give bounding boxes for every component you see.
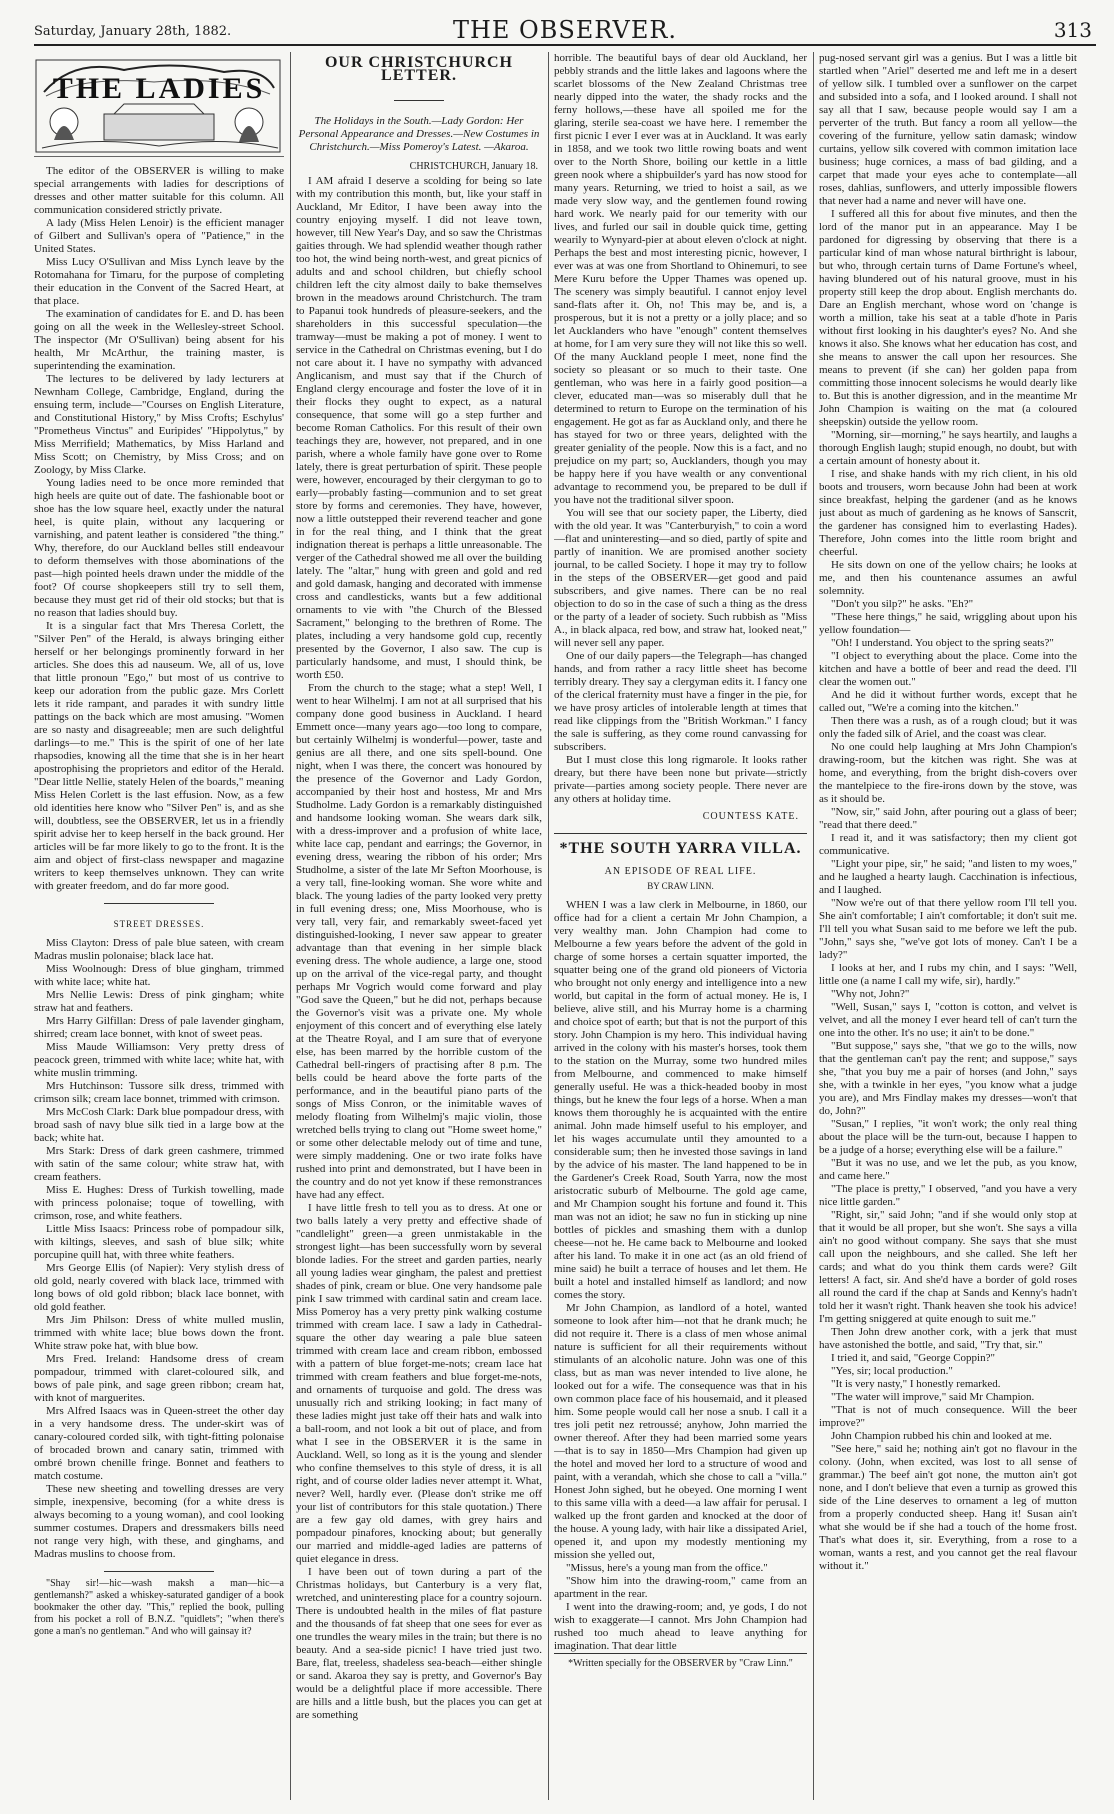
letter-paragraph: But I must close this long rigmarole. It looks rather dreary, but there have been none but private—strictly private—parties among society people. There never are any others at holiday time. [554,754,807,805]
street-dress-entry: These new sheeting and towelling dresses are very simple, inexpensive, becoming (for a white dress is always becoming to a young woman), and cool looking summer costumes. Drapers and dressmakers bills need not range very high, with these, and ginghams, and Madras muslins to choose from. [34,1483,284,1560]
story-paragraph: "Well, Susan," says I, "cotton is cotton, and velvet is velvet, and all the money I ever heard tell of can't turn the one into the other. It's no use; it ain't to be done." [819,1001,1077,1039]
story-paragraph: Mr John Champion, as landlord of a hotel, wanted someone to look after him—not that he drank much; he did not require it. There is a class of men whose animal nature is sufficient for all their requirements without stimulants of an alcoholic nature. John was one of this class, but as man was never intended to live alone, he looked out for a wife. The consequence was that in his own common place face of his housemaid, and it pleased him. Some people would call her nose a snub. I call it a tres joli petit nez retroussé; anyhow, John married the owner thereof. After they had been married some years—that is to say in 1850—Mrs Champion had given up the hotel and moved her lord to a structure of wood and paint, with a verandah, which she chose to call a "villa." Honest John sighed, but he obeyed. One morning I went to this same villa with a deed—a law affair for perusal. I walked up the front garden and knocked at the door of the house. A young lady, with hair like a dissipated Ariel, opened it, and upon my modestly mentioning my mission she yelled out, [554,1302,807,1561]
story-paragraph: "Light your pipe, sir," he said; "and listen to my woes," and he laughed a hearty laugh. Cacchination is infectious, and I laughed. [819,858,1077,896]
column-christchurch-letter [296,52,542,1800]
column-four [819,52,1077,1800]
column-rule [548,52,549,1800]
letter-paragraph: From the church to the stage; what a step! Well, I went to hear Wilhelmj. I am not at all surprised that his company done good business in Auckland. I heard Emmett once—many years ago—too long to compare, but certainly Wilhelmj is wonderful—power, taste and genius are all there, and one sits spell-bound. One night, when I was there, the concert was honoured by the presence of the Governor and Lady Gordon, accompanied by their host and hostess, Mr and Mrs Studholme. Lady Gordon is a remarkably distinguished and handsome looking woman. She wears dark silk, with a dress-improver and a profusion of white lace, white lace cap, pendant and earrings; the Governor, in evening dress, wearing the ribbon of his order; Mrs Studholme, a sister of the late Mr Sefton Moorhouse, is a very tall, fine-looking woman. She wore white and black. The young ladies of the party looked very pretty in full evening dress; one, Miss Moorhouse, who is very tall, very fair, and remarkably sweet-faced yet distinguished-looking, I never saw appear to greater advantage than that evening in her simple black evening dress. The whole audience, a large one, stood up on the arrival of the vice-regal party, and thought perhaps Mr Vogrich would come forward and play "God save the Queen," but he did not, perhaps because the Governor's visit was a private one. My whole enjoyment of this concert and of everything else lately at the Theatre Royal, and I am sure that of everyone else, has been marred by the horrible custom of the Cathedral bell-ringers of practising after 8 p.m. The bells could be heard above the forte parts of the performance, and in the beautiful piano parts of the songs of Miss Conron, or the inimitable waves of melody floating from Wilhelmj's majic violin, those wretched bells trying to clang out "Home sweet home," or some other delectable melody out of time and tune, were simply maddening. One or two irate folks have rushed into print and demonstrated, but I have been in the country and do not yet know if these remonstrances have had any effect. [296,682,542,1201]
villa-heading: *THE SOUTH YARRA VILLA. [559,840,802,857]
logo-lettering: THE LADIES [52,72,266,105]
street-dress-entry: Mrs Nellie Lewis: Dress of pink gingham; white straw hat and feathers. [34,989,284,1014]
ladies-paragraph: Miss Lucy O'Sullivan and Miss Lynch leave by the Rotomahana for Timaru, for the purpose of completing their education in the Convent of the Sacred Heart, at that place. [34,256,284,307]
street-dress-entry: Mrs Fred. Ireland: Handsome dress of cream pompadour, trimmed with claret-coloured silk, and bows of pale pink, and sage green ribbon; cream hat, with knot of marguerites. [34,1353,284,1404]
story-paragraph: He sits down on one of the yellow chairs; he looks at me, and then his countenance assumes an awful solemnity. [819,559,1077,597]
column-rule [290,52,291,1800]
christchurch-dateline: CHRISTCHURCH, January 18. [409,161,538,172]
story-paragraph: Then John drew another cork, with a jerk that must have astonished the bottle, and said, "Try that, sir." [819,1326,1077,1351]
story-paragraph: "The water will improve," said Mr Champion. [831,1391,1035,1403]
section-divider [104,1571,214,1572]
story-paragraph: "Missus, here's a young man from the office." [566,1562,768,1574]
street-dress-entry: Mrs Alfred Isaacs was in Queen-street the other day in a very handsome dress. The under-skirt was of canary-coloured corded silk, with tight-fitting polonaise of brocaded brown and canary satin, trimmed with ombré brown chenille fringe. Bonnet and feathers to match costume. [34,1405,284,1482]
story-paragraph: I went into the drawing-room; and, ye gods, I do not wish to exaggerate—I cannot. Mrs John Champion had rushed too much ahead to leave anything for imagination. That dear little [554,1601,807,1652]
christchurch-subhead: The Holidays in the South.—Lady Gordon: Her Personal Appearance and Dresses.—New Costumes in Christchurch.—Miss Pomeroy's Latest. —Akaroa. [298,115,540,153]
street-dresses-heading: STREET DRESSES. [113,919,205,929]
story-paragraph: pug-nosed servant girl was a genius. But I was a little bit startled when "Ariel" deserted me and left me in a desert of yellow silk. I tumbled over a sunflower on the carpet and subsided into a sofa, and I looked around. I shall not say all that I saw, because people would say I am a perverter of the truth. But fancy a room all yellow—the covering of the furniture, yellow satin damask; window curtains, yellow silk covered with common imitation lace business; huge cornices, a mass of bad gilding, and a carpet that made your eyes ache to contemplate—all roses, dahlias, sunflowers, and utterly impossible flowers that never had a name and never will have one. [819,52,1077,207]
letter-paragraph: You will see that our society paper, the Liberty, died with the old year. It was "Canterburyish," to coin a word—flat and uninteresting—and so died, partly of spite and partly of inanition. We are promised another society journal, to be called Society. I hope it may try to follow in the steps of the OBSERVER—get good and paid subscribers, and give names. There can be no real objection to do so in the case of such a thing as the dress or the party of a leader of society. Such rubbish as "Miss A., in black alpaca, red bow, and straw hat, looked neat," will never sell any paper. [554,507,807,649]
story-paragraph: John Champion rubbed his chin and looked at me. [831,1430,1052,1442]
story-paragraph: "It is very nasty," I honestly remarked. [831,1378,1001,1390]
story-paragraph: "Morning, sir—morning," he says heartily, and laughs a thorough English laugh; stupid enough, no doubt, but with a certain amount of honesty about it. [819,429,1077,467]
story-paragraph: "Oh! I understand. You object to the spring seats?" [831,637,1054,649]
story-paragraph: "Now, sir," said John, after pouring out a glass of beer; "read that there deed." [819,806,1077,831]
story-paragraph: "Susan," I replies, "it won't work; the only real thing about the place will be the turn-out, because I happen to be a judge of a horse; everything else will be a failure." [819,1118,1077,1156]
street-dress-entry: Mrs Jim Philson: Dress of white mulled muslin, trimmed with white lace; blue bows down the front. White straw poke hat, with blue bow. [34,1314,284,1352]
ladies-logo [34,52,284,157]
story-paragraph: I tried it, and said, "George Coppin?" [831,1352,995,1364]
story-paragraph: No one could help laughing at Mrs John Champion's drawing-room, but the kitchen was right. She was at home, and everything, from the bright dish-covers over the mantelpiece to the fire-irons down by the stove, was as it should be. [819,741,1077,805]
column-three [554,52,807,1800]
story-paragraph: "The place is pretty," I observed, "and you have a very nice little garden." [819,1183,1077,1208]
christchurch-letter-heading: OUR CHRISTCHURCH LETTER. [324,54,513,84]
newspaper-title: THE OBSERVER. [452,16,678,44]
page-number: 313 [1053,18,1092,42]
heading-dash [296,92,542,105]
story-continuation [819,52,1077,1573]
issue-date: Saturday, January 28th, 1882. [34,24,232,39]
street-dress-entry: Miss Clayton: Dress of pale blue sateen, with cream Madras muslin polonaise; black lace hat. [34,937,284,962]
story-paragraph: "But suppose," says she, "that we go to the wills, now that the gentleman can't pay the rent; and suppose," says she, "that you buy me a pair of horses (and John," says she, with a twinkle in her eyes, "you know what a judge you are), and Mrs Findlay makes my dresses—won't that do, John?" [819,1040,1077,1117]
section-divider [104,903,214,904]
bookmaker-anecdote: "Shay sir!—hic—wash maksh a man—hic—a gentlemansh?" asked a whiskey-saturated gandiger of a book bookmaker the other day. "This," replied the book, pulling from his pocket a roll of B.N.Z. "quidlets"; "when there's gone a man's no gentleman." And who will gainsay it? [34,1578,284,1637]
story-paragraph: "But it was no use, and we let the pub, as you know, and came here." [819,1157,1077,1182]
ladies-paragraph: The examination of candidates for E. and D. has been going on all the week in the Wellesley-street School. The inspector (Mr O'Sullivan) being absent for his health, Mr McArthur, the training master, is superintending the examination. [34,308,284,372]
letter-paragraph: One of our daily papers—the Telegraph—has changed hands, and from rather a racy little sheet has become terribly dreary. They say a clergyman edits it. I fancy one of the clerical fraternity must have a finger in the pie, for we have prosy articles of intolerable length at times that read like clippings from the "British Workman." I fancy the sale is suffering, as they come round canvassing for subscribers. [554,650,807,753]
villa-byline: BY CRAW LINN. [647,881,714,891]
ladies-paragraph: It is a singular fact that Mrs Theresa Corlett, the "Silver Pen" of the Herald, is always bringing either herself or her belongings prominently forward in her articles. She does this ad nauseum. We, all of us, love that little pronoun "Ego," but most of us contrive to keep our adoration from the public gaze. Mrs Corlett lets it ride rampant, and parades it with sundry little pattings on the back which are most amusing. "Women are so nasty and disagreeable; men are such delightful darlings—to me." This is the spirit of one of her late rhapsodies, knowing all the time that she is in her heart apostrophising the proprietors and editor of the Herald. "Dear little Nellie, stately Helen of the boards," meaning Miss Helen Corlett is the last effusion. Now, as a few old identities here know who "Silver Pen" is, and as she will, doubtless, see the OBSERVER, let us in a friendly spirit advise her to keep herself in the back ground. Her articles will be far more likely to go to the front. It is the aim and object of first-class newspaper and magazine writers to keep themselves unknown. They can write with greater freedom, and do far more good. [34,620,284,892]
letter-paragraph: I have little fresh to tell you as to dress. At one or two balls lately a very pretty and effective shade of "candlelight" green—a green unmistakable in the strongest light—has been successfully worn by several blonde ladies. For the street and garden parties, nearly all young ladies wear gingham, the palest and prettiest shades of pink, cream or blue. One very handsome pale pink I saw trimmed with cardinal satin and cream lace. Miss Pomeroy has a very pretty pink walking costume trimmed with cream lace. I saw a lady in Cathedral-square the other day wearing a pale blue sateen trimmed with cream lace and cream ribbon, embossed with a pattern of blue forget-me-nots; cream lace hat trimmed with cream feathers and blue forget-me-nots, and ornaments of turquoise and gold. The dress was unusually rich and striking looking; in fact many of these ladies might just take off their hats and walk into a ball-room, and not look a bit out of place, and from what I see in the OBSERVER it is the same in Auckland. Well, so long as it is the young and slender who confine themselves to this style of dress, it is all right, and of course older ladies never attempt it. What, never? Well, hardly ever. (Please don't strike me off your list of contributors for this stale quotation.) There are a few gay old dames, with grey hairs and pompadour pinafores, knocking about; but generally our married and middle-aged ladies are patterns of quiet elegance in dress. [296,1202,542,1565]
story-paragraph: Then there was a rush, as of a rough cloud; but it was only the faded silk of Ariel, and the coast was clear. [819,715,1077,740]
street-dress-entry: Mrs Stark: Dress of dark green cashmere, trimmed with satin of the same colour; white straw hat, with cream feathers. [34,1145,284,1183]
column-rule [813,52,814,1800]
villa-footnote: *Written specially for the OBSERVER by "Craw Linn." [554,1653,807,1670]
masthead [34,10,1096,44]
villa-subheading: AN EPISODE OF REAL LIFE. [604,866,757,877]
letter-continuation: horrible. The beautiful bays of dear old Auckland, her pebbly strands and the little lakes and lagoons where the scarlet blossoms of the New Zealand Christmas tree nearly dipped into the water, the shady rocks and the ferny hollows,—these have all spoiled me for the glaring, sterile sea-coast we have here. I remember the first picnic I ever I ever was at in Auckland. It was early in 1858, and we took two little rowing boats and went over to the North Shore, boiling our kettle in a little green nook where a shipbuilder's yard has now stood for many years. Returning, we tried to hoist a sail, as we made very slow way, and the gentlemen found rowing hard work. We nearly paid for our temerity with our lives, and furled our sail in double quick time, getting wearily to Wynyard-pier at about eleven o'clock at night. Perhaps the best and most interesting picnic, however, I ever was at was one from Shortland to Ohinemuri, to see Mere Kuru before the Upper Thames was opened up. The scenery was simply beautiful. I cannot enjoy level sand-flats after it. Oh, no! This may be, and is, a prosperous, but it is not a pretty or a jolly place; and so let Aucklanders who have "enough" content themselves at home, for I am very sure they will not like this so well. Of the many Auckland people I meet, none find the society so pleasant or so much to their taste. One gentleman, who was here in a fairly good position—a clever, educated man—was so miserably dull that he determined to return to Europe on the termination of his engagement. He got as far as Auckland only, and there he has stayed for two or three years, delighted with the greater geniality of the people. Now this is a fact, and no prejudice on my part; so, Aucklanders, though you may be happy here if you have wealth or any conventional advantage to recommend you, be prepared to be dull if you have not the traditional silver spoon. [554,52,807,506]
story-paragraph: I looks at her, and I rubs my chin, and I says: "Well, little one (a name I call my wife, sir), hardly." [819,962,1077,987]
story-paragraph: And he did it without further words, except that he called out, "We're a coming into the kitchen." [819,689,1077,714]
ladies-banner-illustration [34,52,284,156]
story-paragraph: "Don't you silp?" he asks. "Eh?" [831,598,974,610]
street-dress-entry: Mrs McCosh Clark: Dark blue pompadour dress, with broad sash of navy blue silk tied in a large bow at the back; white hat. [34,1106,284,1144]
street-dress-entry: Miss Woolnough: Dress of blue gingham, trimmed with white lace; white hat. [34,963,284,988]
ladies-intro: The editor of the OBSERVER is willing to make special arrangements with ladies for descriptions of dresses and other matter suitable for this column. All communication considered strictly private. [34,165,284,216]
story-paragraph: I rise, and shake hands with my rich client, in his old boots and trousers, worn because John had been at work since breakfast, helping the gardener (and as he knows just about as much of gardening as he knows of Sanscrit, the gardener has consigned him to everlasting Hades). Therefore, John comes into the little room bright and cheerful. [819,468,1077,558]
street-dress-entry: Mrs Hutchinson: Tussore silk dress, trimmed with crimson silk; cream lace bonnet, trimmed with crimson. [34,1080,284,1105]
ladies-paragraph: The lectures to be delivered by lady lecturers at Newnham College, Cambridge, England, during the ensuing term, include—"Courses on English Literature, and Constitutional History," by Miss Crofts; Eschylus' "Prometheus Vinctus" and Euripides' "Hippolytus," by Miss Merrifield; Mathematics, by Miss Harland and Miss Scott; on Chemistry, by Miss Cross; and on Zoology, by Miss Clarke. [34,373,284,476]
street-dress-entry: Miss Maude Williamson: Very pretty dress of peacock green, trimmed with white lace; white hat, with white muslin trimming. [34,1041,284,1079]
story-paragraph: "Right, sir," said John; "and if she would only stop at that it would be all proper, but she won't. She says a villa ain't no good without company. She says that she must call upon the neighbours, and she called. She left her cards; and what do you think them cards were? Gilt letters! A fact, sir. And she'd have a border of gold roses all round the card if the chap at Sands and Kenny's hadn't told her it wasn't right. Thank heaven she took his advice! I'm getting sniggered at quite enough to suit me." [819,1209,1077,1325]
story-paragraph: I read it, and it was satisfactory; then my client got communicative. [819,832,1077,857]
street-dresses-list [34,937,284,1561]
masthead-rule [34,44,1096,46]
street-dress-entry: Miss E. Hughes: Dress of Turkish towelling, made with princess polonaise; toque of towelling, with crimson, rose, and white feathers. [34,1184,284,1222]
street-dress-entry: Mrs Harry Gilfillan: Dress of pale lavender gingham, shirred; cream lace bonnet, with knot of sweet peas. [34,1015,284,1040]
story-paragraph: WHEN I was a law clerk in Melbourne, in 1860, our office had for a client a certain Mr John Champion, a very wealthy man. John Champion had come to Melbourne a few years before the advent of the gold in charge of some horses a certain squatter imported, the squatter being one of the grand old pioneers of Victoria who brought not only energy and intelligence into a new world, but capital in the form of actual money. He is, I believe, alive still, and his Murray home is a charming and choice spot of earth; but that is not the purport of this story. John Champion is my hero. This individual having arrived in the colony with his master's horses, took them to the station on the Murray, some two hundred miles from Melbourne, and commenced to make himself generally useful. He was a thick-headed booby in most things, but he knew the four legs of a horse. When a man knows them thoroughly he is acquainted with the entire animal. John made himself useful to his employer, and let his wages accumulate until they amounted to a considerable sum; then he invested those savings in land by the advice of his master. The land happened to be in the Gardener's Creek Road, South Yarra, now the most aristocratic suburb of Melbourne. The gold age came, and Mr Champion sought his fortune and found it. This man was not an idiot; he saw no fun in sticking up nine bottles of pickles and smashing them with a dunlop cheese—not he. He came back to Melbourne and looked after his land. To make it in one act (as an old friend of mine said) he built a terrace of houses and let them. He built a hotel and installed himself as landlord; and now comes the story. [554,899,807,1301]
ladies-paragraph: A lady (Miss Helen Lenoir) is the efficient manager of Gilbert and Sullivan's opera of "Patience," in the United States. [34,217,284,255]
letter-paragraph: I AM afraid I deserve a scolding for being so late with my contribution this month, but, like your staff in Auckland, Mr Editor, I have been away into the country enjoying myself. I did not leave town, however, till New Year's Day, and so saw the Christmas gaities through. We had splendid weather though rather too hot, the wind being north-west, and great picnics of adults and and school children, but chiefly school children left the city almost daily to bake themselves brown in the meadows around Christchurch. The tram to Papanui took hundreds of pleasure-seekers, and the shareholders in this successful speculation—the tramway—must be making a pot of money. I went to service in the Cathedral on Christmas evening, but I do not care about it. I have no sympathy with advanced Anglicanism, and must say that if the Church of England clergy encourage and foster the love of it in their flocks they ought to expect, as a natural consequence, that some will go a step further and become Roman Catholics. For this result of their own teachings they are, however, not prepared, and in one parish, where a whole family have gone over to Rome lately, there is great perturbation of spirit. These people were, however, encouraged by their clergyman to go to early—probably fasting—communion and to set great store by forms and ceremonies. They have, however, now a little outstepped their reverend teacher and gone in for the real thing, and I think that the great indignation thereat is perhaps a little unreasonable. The verger of the Cathedral showed me all over the building lately. The "altar," hung with green and gold and red and gold damask, hanging and decorated with immense cross and candlesticks, wants but a few additional ornaments to vie with "the Church of the Blessed Sacrament," belonging to the brethren of Rome. The plates, including a very handsome gold cup, recently presented by the Governor, I also saw. The cup is particularly handsome, and must, I should think, be worth £50. [296,175,542,681]
letter-paragraph: I have been out of town during a part of the Christmas holidays, but Canterbury is a very flat, wretched, and uninteresting place for a country sojourn. There is undoubted health in the miles of flat pasture and the thousands of fat sheep that one sees for ever as one trundles the weary miles in the train; but there is no beauty. And a sea-side picnic! I have tried just two. Bare, flat, treeless, shadeless sea-beach—either shingle or sand. Akaroa they say is pretty, and Governor's Bay would be a delightful place if more accessible. There are hills and a little bush, but the places you can get at are something [296,1566,542,1721]
street-dress-entry: Mrs George Ellis (of Napier): Very stylish dress of old gold, nearly covered with black lace, trimmed with long bows of old gold ribbon; black lace bonnet, with old gold feather. [34,1262,284,1313]
story-paragraph: "Now we're out of that there yellow room I'll tell you. She ain't comfortable; I ain't comfortable; it don't suit me. I'll tell you what Susan said to me before we left the pub. "John," says she, "we've got lots of money. Can't I be a lady?" [819,897,1077,961]
ladies-paragraph: Young ladies need to be once more reminded that high heels are quite out of date. The fashionable boot or shoe has the low square heel, exactly under the natural heel, is quite plain, without any lacquering or varnishing, and patent leather is considered "the thing." Why, therefore, do our Auckland belles still endeavour to deform themselves with those abominations of the past—high pointed heels drawn under the middle of the foot? Of course shopkeepers still try to sell them, because they must get rid of their old stocks; but that is no reason that ladies should buy. [34,477,284,619]
street-dress-entry: Little Miss Isaacs: Princess robe of pompadour silk, with kiltings, sleeves, and sash of blue silk; white porcupine quill hat, with three white feathers. [34,1223,284,1261]
story-paragraph: "These here things," he said, wriggling about upon his yellow foundation— [819,611,1077,636]
story-paragraph: "Show him into the drawing-room," came from an apartment in the rear. [554,1575,807,1600]
story-paragraph: "I object to everything about the place. Come into the kitchen and have a bottle of beer and read the deed. I'll clear the women out." [819,650,1077,688]
letter-signature: COUNTESS KATE. [702,811,799,822]
story-paragraph: "Why not, John?" [831,988,910,1000]
story-paragraph: "That is not of much consequence. Will the beer improve?" [819,1404,1077,1429]
section-rule [554,833,807,834]
column-ladies [34,52,284,1800]
story-paragraph: "Yes, sir; local production." [831,1365,953,1377]
story-paragraph: "See here," said he; nothing ain't got no flavour in the colony. (John, when excited, was lost to all sense of grammar.) The beef ain't got none, the mutton ain't got none, and I don't believe that even a turnip as growed this side of the Line deserves to ornament a leg of mutton from a properly conducted sheep. Hang it! Susan ain't what she would be if she had a touch of the home frost. That's what does it, sir. Everything, from a rose to a woman, wants a rest, and you cannot get the real flavour without it." [819,1443,1077,1572]
story-paragraph: I suffered all this for about five minutes, and then the lord of the manor put in an appearance. May I be pardoned for digressing by observing that there is a particular kind of man whose natural birthright is labour, but who, through certain turns of Dame Fortune's wheel, having blundered out of his natural groove, must in his property still keep the drop about. English merchants do. Dare an English merchant, whose word on 'change is worth a million, take his seat at a table d'hote in Paris without first looking in his daughter's eyes? No. And she knows it also. She knows what her education has cost, and she means to answer the call upon her resources. She means to prevent (if she can) her golden papa from committing those innocent solecisms he would dearly like to. But this is another digression, and in the meantime Mr John Champion is waiting on the mat (a coloured sheepskin) outside the yellow room. [819,208,1077,428]
